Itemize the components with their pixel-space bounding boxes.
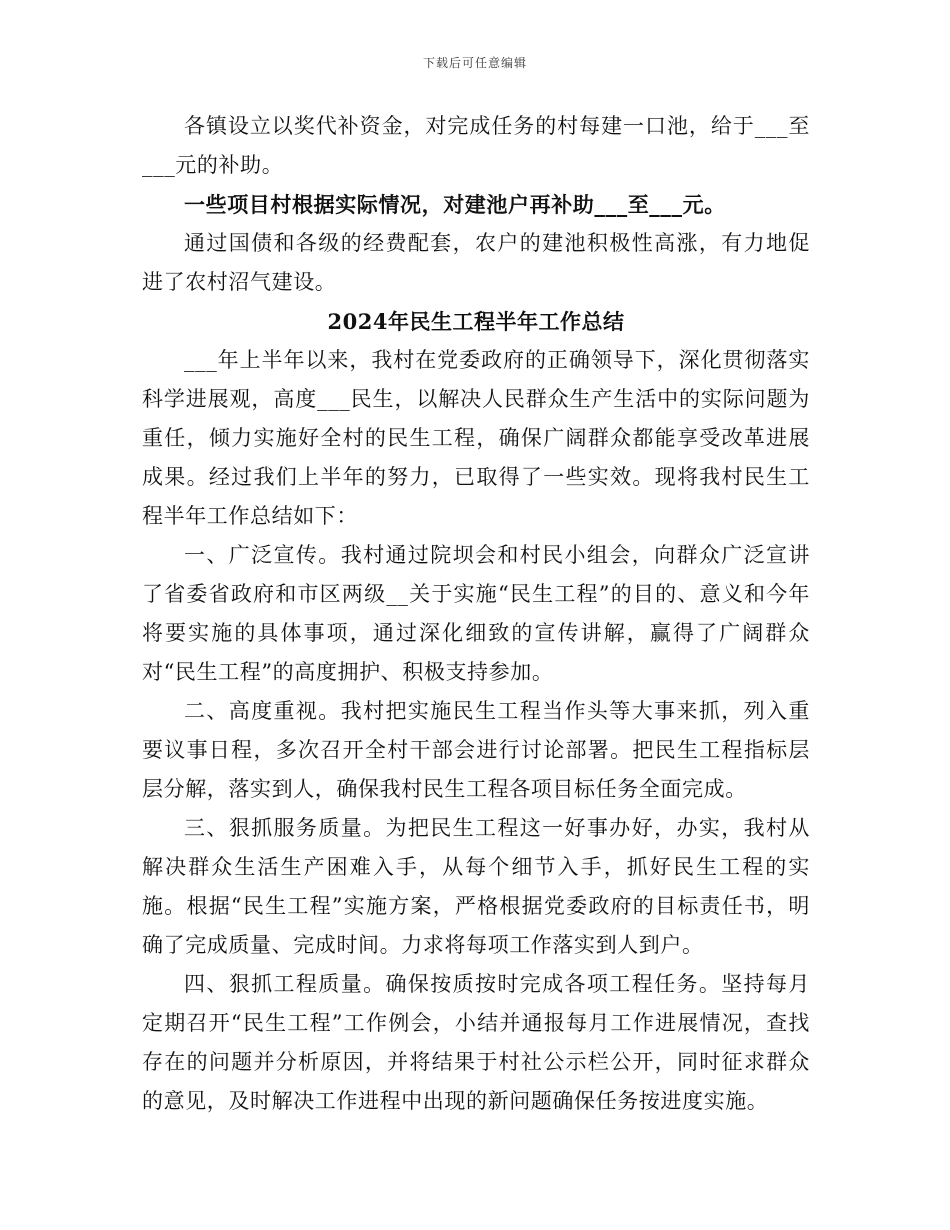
page-header: 下载后可任意编辑 (422, 56, 527, 70)
document-title: 2024年民生工程半年工作总结 (327, 309, 625, 334)
paragraph-attention: 二、高度重视。我村把实施民生工程当作头等大事来抓，列入重要议事日程，多次召开全村干部会进行讨论部署。把民生工程指标层层分解，落实到人，确保我村民生工程各项目标任务全面完成。 (142, 699, 810, 801)
paragraph-subsidy: 各镇设立以奖代补资金，对完成任务的村每建一口池，给于___至___元的补助。 (142, 114, 810, 177)
paragraph-publicity: 一、广泛宣传。我村通过院坝会和村民小组会，向群众广泛宣讲了省委省政府和市区两级__关于实施“民生工程”的目的、意义和今年将要实施的具体事项，通过深化细致的宣传讲解，赢得了广阔群众对“民生工程”的高度拥护、积极支持参加。 (142, 543, 810, 684)
paragraph-service-quality: 三、狠抓服务质量。为把民生工程这一好事办好，办实，我村从解决群众生活生产困难入手，从每个细节入手，抓好民生工程的实施。根据“民生工程”实施方案，严格根据党委政府的目标责任书，明确了完成质量、完成时间。力求将每项工作落实到人到户。 (142, 816, 810, 957)
paragraph-funding: 通过国债和各级的经费配套，农户的建池积极性高涨，有力地促进了农村沼气建设。 (142, 231, 810, 294)
document-body (142, 107, 810, 1121)
paragraph-overview: ___年上半年以来，我村在党委政府的正确领导下，深化贯彻落实科学进展观，高度___民生，以解决人民群众生产生活中的实际问题为重任，倾力实施好全村的民生工程，确保广阔群众都能享受改革进展成果。经过我们上半年的努力，已取得了一些实效。现将我村民生工程半年工作总结如下： (142, 348, 810, 528)
paragraph-project-quality: 四、狠抓工程质量。确保按质按时完成各项工程任务。坚持每月定期召开“民生工程”工作例会，小结并通报每月工作进展情况，查找存在的问题并分析原因，并将结果于村社公示栏公开，同时征求群众的意见，及时解决工作进程中出现的新问题确保任务按进度实施。 (142, 972, 810, 1113)
paragraph-extra-subsidy: 一些项目村根据实际情况，对建池户再补助___至___元。 (184, 192, 726, 217)
